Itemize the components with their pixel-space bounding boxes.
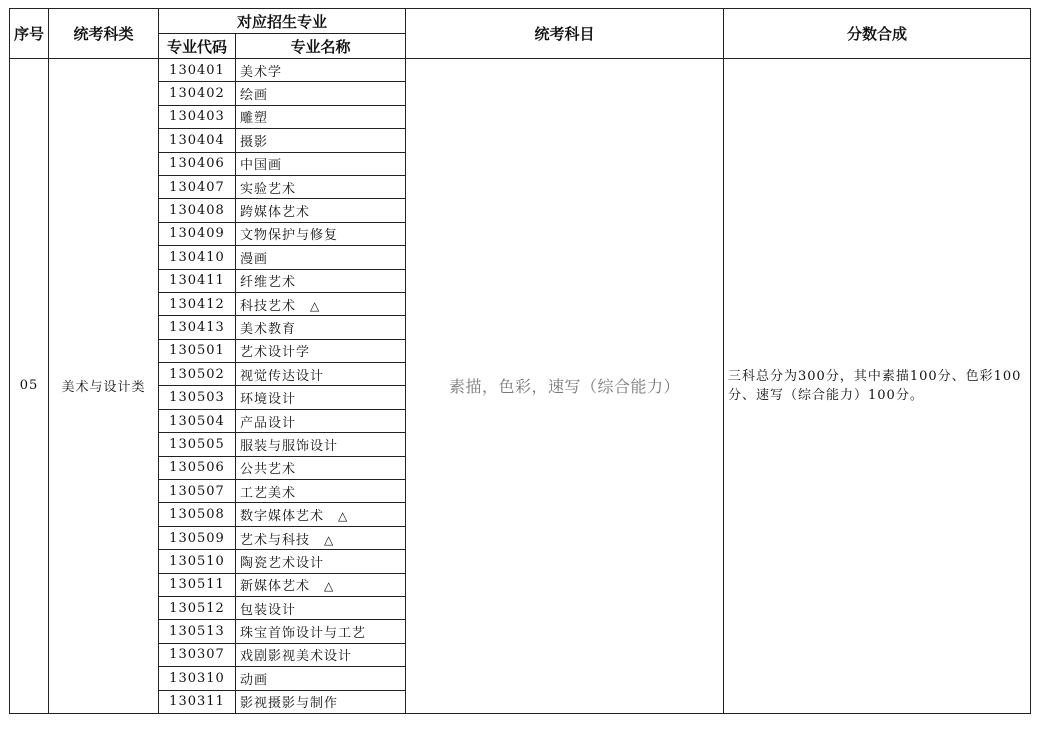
triangle-mark-icon: △ bbox=[324, 579, 334, 594]
major-code-cell: 130513 bbox=[159, 620, 236, 643]
major-name-cell bbox=[236, 129, 406, 152]
major-code-cell: 130413 bbox=[159, 316, 236, 339]
subjects-text: 素描，色彩，速写（综合能力） bbox=[449, 377, 681, 397]
major-name-cell bbox=[236, 59, 406, 82]
header-major-code: 专业代码 bbox=[159, 34, 236, 59]
major-name: 工艺美术 bbox=[240, 485, 297, 501]
major-name-cell bbox=[236, 667, 406, 690]
major-code-cell: 130504 bbox=[159, 409, 236, 432]
major-name-cell bbox=[236, 175, 406, 198]
major-code-cell: 130510 bbox=[159, 550, 236, 573]
triangle-mark-icon: △ bbox=[338, 509, 348, 524]
major-name: 中国画 bbox=[240, 158, 283, 174]
major-name-cell bbox=[236, 480, 406, 503]
major-name-cell bbox=[236, 269, 406, 292]
header-seq: 序号 bbox=[10, 9, 49, 59]
major-code-cell: 130406 bbox=[159, 152, 236, 175]
table-row bbox=[10, 59, 1031, 82]
major-name-cell bbox=[236, 550, 406, 573]
header-category: 统考科类 bbox=[49, 9, 159, 59]
major-code-cell: 130310 bbox=[159, 667, 236, 690]
major-name-cell bbox=[236, 620, 406, 643]
major-code-cell: 130407 bbox=[159, 175, 236, 198]
triangle-mark-icon: △ bbox=[324, 532, 334, 547]
major-name: 公共艺术 bbox=[240, 462, 297, 478]
major-name: 影视摄影与制作 bbox=[240, 696, 339, 712]
major-name: 艺术与科技 bbox=[240, 532, 311, 548]
major-name: 动画 bbox=[240, 672, 269, 688]
major-name: 雕塑 bbox=[240, 111, 269, 127]
major-name-cell bbox=[236, 199, 406, 222]
major-code-cell: 130402 bbox=[159, 82, 236, 105]
major-name-cell bbox=[236, 409, 406, 432]
major-code-cell: 130411 bbox=[159, 269, 236, 292]
major-name-cell bbox=[236, 526, 406, 549]
major-code-cell: 130408 bbox=[159, 199, 236, 222]
major-name-cell bbox=[236, 82, 406, 105]
major-code-cell: 130507 bbox=[159, 480, 236, 503]
major-code-cell: 130409 bbox=[159, 222, 236, 245]
major-name: 跨媒体艺术 bbox=[240, 205, 311, 221]
major-code-cell: 130502 bbox=[159, 363, 236, 386]
major-name-cell bbox=[236, 456, 406, 479]
major-code-cell: 130505 bbox=[159, 433, 236, 456]
table-body bbox=[10, 59, 1031, 714]
major-code-cell: 130503 bbox=[159, 386, 236, 409]
major-name: 绘画 bbox=[240, 88, 269, 104]
major-name-cell bbox=[236, 596, 406, 619]
header-score: 分数合成 bbox=[724, 9, 1031, 59]
major-name: 珠宝首饰设计与工艺 bbox=[240, 626, 367, 642]
major-code-cell: 130401 bbox=[159, 59, 236, 82]
major-name-cell bbox=[236, 152, 406, 175]
major-code-cell: 130403 bbox=[159, 105, 236, 128]
major-name-cell bbox=[236, 222, 406, 245]
major-name-cell bbox=[236, 386, 406, 409]
major-code-cell: 130506 bbox=[159, 456, 236, 479]
major-name-cell bbox=[236, 643, 406, 666]
major-name: 艺术设计学 bbox=[240, 345, 311, 361]
major-name: 纤维艺术 bbox=[240, 275, 297, 291]
major-name: 数字媒体艺术 bbox=[240, 509, 325, 525]
major-name: 摄影 bbox=[240, 134, 269, 150]
major-code-cell: 130509 bbox=[159, 526, 236, 549]
major-name-cell bbox=[236, 105, 406, 128]
major-code-cell: 130412 bbox=[159, 292, 236, 315]
major-name-cell bbox=[236, 363, 406, 386]
major-name: 科技艺术 bbox=[240, 298, 297, 314]
major-code-cell: 130410 bbox=[159, 246, 236, 269]
major-code-cell: 130404 bbox=[159, 129, 236, 152]
major-code-cell: 130512 bbox=[159, 596, 236, 619]
major-code-cell: 130307 bbox=[159, 643, 236, 666]
major-name-cell bbox=[236, 316, 406, 339]
major-name: 视觉传达设计 bbox=[240, 368, 325, 384]
major-name: 戏剧影视美术设计 bbox=[240, 649, 353, 665]
major-code-cell: 130511 bbox=[159, 573, 236, 596]
subjects-cell bbox=[406, 59, 724, 714]
major-name-cell bbox=[236, 503, 406, 526]
major-name: 新媒体艺术 bbox=[240, 579, 311, 595]
category-cell: 美术与设计类 bbox=[49, 59, 159, 714]
major-name-cell bbox=[236, 690, 406, 713]
major-name-cell bbox=[236, 246, 406, 269]
major-name: 产品设计 bbox=[240, 415, 297, 431]
major-name-cell bbox=[236, 339, 406, 362]
seq-cell: 05 bbox=[10, 59, 49, 714]
major-name: 陶瓷艺术设计 bbox=[240, 555, 325, 571]
header-subjects: 统考科目 bbox=[406, 9, 724, 59]
header-major-name: 专业名称 bbox=[236, 34, 406, 59]
major-name-cell bbox=[236, 573, 406, 596]
major-name-cell bbox=[236, 433, 406, 456]
score-cell: 三科总分为300分，其中素描100分、色彩100分、速写（综合能力）100分。 bbox=[724, 59, 1031, 714]
major-code-cell: 130508 bbox=[159, 503, 236, 526]
major-code-cell: 130501 bbox=[159, 339, 236, 362]
header-majors-group: 对应招生专业 bbox=[159, 9, 406, 34]
major-name: 美术学 bbox=[240, 64, 283, 80]
major-name: 环境设计 bbox=[240, 392, 297, 408]
triangle-mark-icon: △ bbox=[310, 298, 320, 313]
major-name: 漫画 bbox=[240, 251, 269, 267]
major-name-cell bbox=[236, 292, 406, 315]
major-name: 实验艺术 bbox=[240, 181, 297, 197]
admissions-table bbox=[9, 8, 1031, 714]
major-name: 文物保护与修复 bbox=[240, 228, 339, 244]
major-code-cell: 130311 bbox=[159, 690, 236, 713]
major-name: 包装设计 bbox=[240, 602, 297, 618]
major-name: 美术教育 bbox=[240, 321, 297, 337]
major-name: 服装与服饰设计 bbox=[240, 438, 339, 454]
